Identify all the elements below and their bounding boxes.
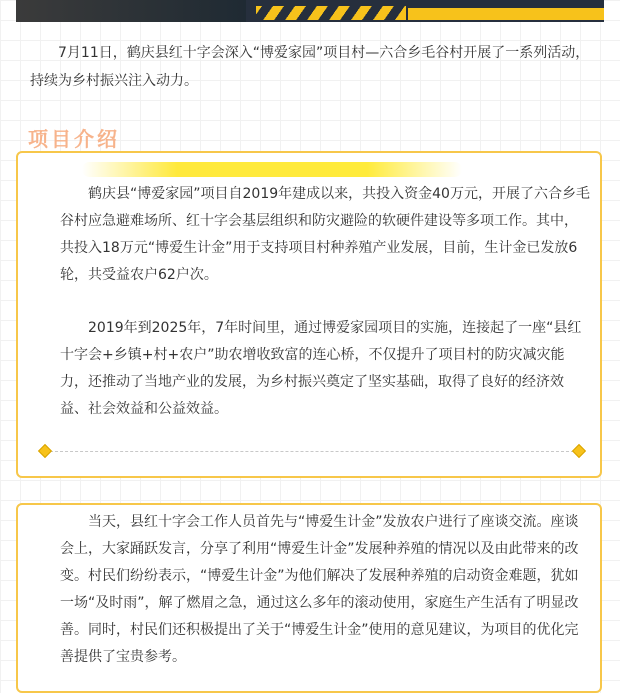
activity-card bbox=[16, 503, 602, 693]
project-intro-card bbox=[16, 151, 602, 478]
lead-paragraph: 7月11日，鹤庆县红十字会深入“博爱家园”项目村—六合乡毛谷村开展了一系列活动，持续为乡村振兴注入动力。 bbox=[30, 45, 590, 89]
banner-photo bbox=[16, 0, 246, 22]
diamond-icon bbox=[572, 444, 586, 458]
project-paragraph-2: 2019年到2025年，7年时间里，通过博爱家园项目的实施，连接起了一座“县红十字会+乡镇+村+农户”助农增收致富的连心桥，不仅提升了项目村的防灾减灾能力，还推动了当地产业的发展，为乡村振兴奠定了坚实基础，取得了良好的经济效益、社会效益和公益效益。 bbox=[60, 320, 582, 417]
header-banner-image bbox=[16, 0, 604, 22]
diamond-icon bbox=[38, 444, 52, 458]
divider-dashed-line bbox=[50, 451, 574, 452]
activity-paragraph: 当天，县红十字会工作人员首先与“博爱生计金”发放农户进行了座谈交流。座谈会上，大家踊跃发言，分享了利用“博爱生计金”发展种养殖的情况以及由此带来的改变。村民们纷纷表示，“博爱生计金”为他们解决了发展种养殖的启动资金难题，犹如一场“及时雨”，解了燃眉之急，通过这么多年的滚动使用，家庭生产生活有了明显改善。同时，村民们还积极提出了关于“博爱生计金”使用的意见建议，为项目的优化完善提供了宝贵参考。 bbox=[60, 514, 579, 665]
section-title: 项目介绍 bbox=[28, 127, 120, 151]
highlight-brush-decoration bbox=[82, 162, 462, 177]
banner-accent-bar bbox=[408, 8, 604, 20]
banner-hazard-stripes bbox=[256, 6, 406, 20]
card-divider bbox=[40, 445, 584, 457]
project-paragraph-1: 鹤庆县“博爱家园”项目自2019年建成以来，共投入资金40万元，开展了六合乡毛谷村应急避难场所、红十字会基层组织和防灾避险的软硬件建设等多项工作。其中，共投入18万元“博爱生计金”用于支持项目村种养殖产业发展，目前，生计金已发放6轮，共受益农户62户次。 bbox=[60, 186, 590, 283]
